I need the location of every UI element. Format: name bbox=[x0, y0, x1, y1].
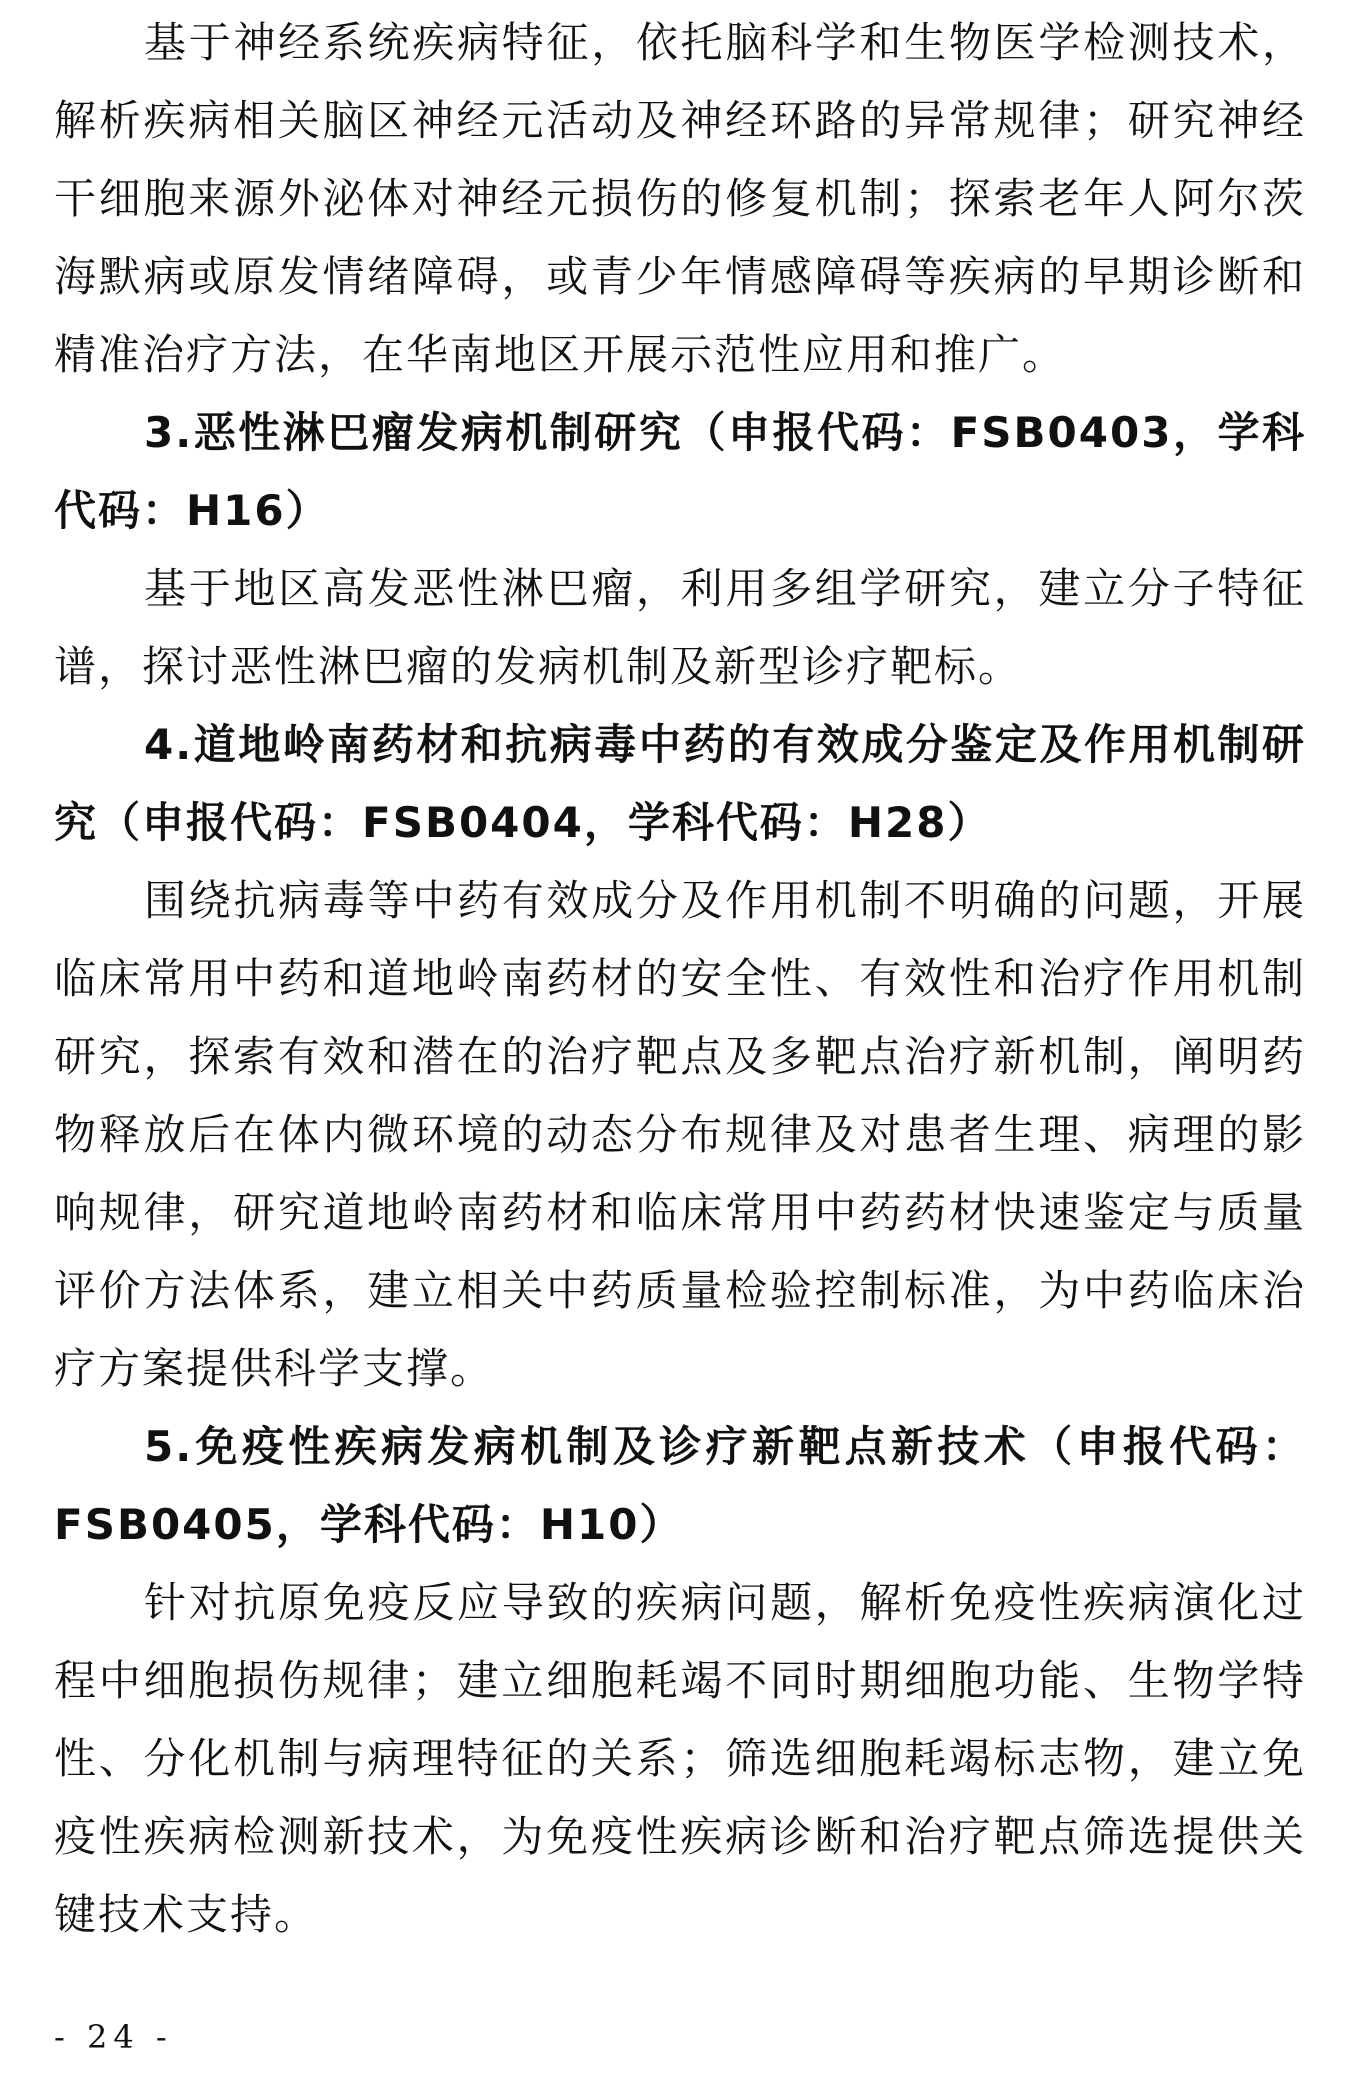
heading-immune-disease: 5.免疫性疾病发病机制及诊疗新靶点新技术（申报代码：FSB0405，学科代码：H10） bbox=[54, 1422, 1306, 1549]
page-number: - 24 - bbox=[54, 2018, 173, 2056]
heading-lymphoma: 3.恶性淋巴瘤发病机制研究（申报代码：FSB0403，学科代码：H16） bbox=[54, 408, 1306, 535]
paragraph-immune-disease: 针对抗原免疫反应导致的疾病问题，解析免疫性疾病演化过程中细胞损伤规律；建立细胞耗竭不同时期细胞功能、生物学特性、分化机制与病理特征的关系；筛选细胞耗竭标志物，建立免疫性疾病检测新技术，为免疫性疾病诊断和治疗靶点筛选提供关键技术支持。 bbox=[54, 1578, 1306, 1939]
paragraph-lingnan-herbs: 围绕抗病毒等中药有效成分及作用机制不明确的问题，开展临床常用中药和道地岭南药材的安全性、有效性和治疗作用机制研究，探索有效和潜在的治疗靶点及多靶点治疗新机制，阐明药物释放后在体内微环境的动态分布规律及对患者生理、病理的影响规律，研究道地岭南药材和临床常用中药药材快速鉴定与质量评价方法体系，建立相关中药质量检验控制标准，为中药临床治疗方案提供科学支撑。 bbox=[54, 876, 1306, 1393]
document-page bbox=[54, 4, 1306, 1954]
paragraph-neuro-disease: 基于神经系统疾病特征，依托脑科学和生物医学检测技术，解析疾病相关脑区神经元活动及神经环路的异常规律；研究神经干细胞来源外泌体对神经元损伤的修复机制；探索老年人阿尔茨海默病或原发情绪障碍，或青少年情感障碍等疾病的早期诊断和精准治疗方法，在华南地区开展示范性应用和推广。 bbox=[54, 18, 1306, 379]
paragraph-lymphoma: 基于地区高发恶性淋巴瘤，利用多组学研究，建立分子特征谱，探讨恶性淋巴瘤的发病机制及新型诊疗靶标。 bbox=[54, 564, 1306, 691]
heading-lingnan-herbs: 4.道地岭南药材和抗病毒中药的有效成分鉴定及作用机制研究（申报代码：FSB0404，学科代码：H28） bbox=[54, 720, 1306, 847]
